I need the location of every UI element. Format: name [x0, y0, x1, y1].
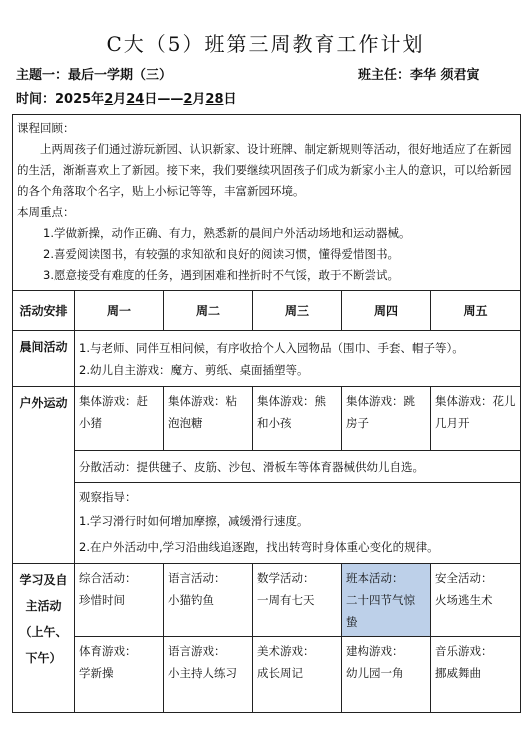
outdoor-distributed: 分散活动：提供毽子、皮筋、沙包、滑板车等体育器械供幼儿自选。 — [79, 459, 424, 474]
study-type: 班本活动： — [346, 571, 404, 585]
morning-cell — [75, 331, 521, 387]
study-name: 幼儿园一角 — [346, 666, 404, 680]
outdoor-game-cell — [164, 387, 253, 451]
outdoor-game-cell — [431, 387, 521, 451]
time-prefix: 时间：2025年 — [16, 92, 105, 107]
study-name: 挪威舞曲 — [435, 666, 481, 680]
header-day: 周五 — [431, 291, 521, 331]
study-type: 音乐游戏： — [435, 644, 493, 658]
study-cell — [342, 637, 431, 713]
morning-label: 晨间活动 — [13, 331, 75, 387]
guide-item: 1.学习滑行时如何增加摩擦，减缓滑行速度。 — [79, 514, 309, 528]
header-day: 周四 — [342, 291, 431, 331]
study-label-line: 下午） — [25, 651, 62, 665]
outdoor-games-row — [13, 387, 521, 451]
morning-line: 1.与老师、同伴互相问候，有序收拾个人入园物品（围巾、手套、帽子等）。 — [79, 340, 464, 355]
header-row — [13, 291, 521, 331]
time-to: 日—— — [144, 92, 184, 107]
header-label: 活动安排 — [13, 291, 75, 331]
study-label — [13, 564, 75, 713]
study-name: 一周有七天 — [257, 593, 315, 607]
review-heading: 课程回顾： — [17, 121, 75, 135]
study-name: 二十四节气惊蛰 — [346, 593, 415, 629]
study-type: 语言游戏： — [168, 644, 226, 658]
study-type: 数学活动： — [257, 571, 315, 585]
outdoor-label: 户外运动 — [13, 387, 75, 564]
focus-heading: 本周重点： — [17, 205, 75, 219]
theme-label: 主题一：最后一学期（三） — [16, 68, 173, 83]
study-type: 安全活动： — [435, 571, 493, 585]
study-name: 珍惜时间 — [79, 593, 125, 607]
outdoor-guide-cell — [75, 483, 521, 564]
study-label-line: （上午、 — [19, 625, 68, 639]
morning-row — [13, 331, 521, 387]
review-cell — [13, 115, 521, 291]
study-name: 小主持人练习 — [168, 666, 237, 680]
outdoor-game: 集体游戏：赶小猪 — [79, 394, 148, 430]
time-start-day: 24 — [126, 92, 145, 107]
study-cell — [253, 637, 342, 713]
plan-table — [12, 114, 521, 713]
outdoor-distributed-cell — [75, 451, 521, 483]
study-cell — [75, 637, 164, 713]
header-day: 周一 — [75, 291, 164, 331]
study-cell — [164, 564, 253, 637]
page-title: C大（5）班第三周教育工作计划 — [106, 32, 425, 56]
morning-line: 2.幼儿自主游戏：魔方、剪纸、桌面插塑等。 — [79, 362, 309, 377]
study-label-line: 学习及自 — [19, 573, 68, 587]
outdoor-game-cell — [75, 387, 164, 451]
time-month-char-2: 月 — [192, 92, 206, 107]
header-day: 周三 — [253, 291, 342, 331]
teachers-label: 班主任：李华 须君寅 — [358, 68, 480, 83]
study-cell — [431, 564, 521, 637]
guide-item: 2.在户外活动中,学习沿曲线追逐跑，找出转弯时身体重心变化的规律。 — [79, 540, 439, 554]
outdoor-game: 集体游戏：熊和小孩 — [257, 394, 326, 430]
study-type: 综合活动： — [79, 571, 137, 585]
study-name: 小猫钓鱼 — [168, 593, 214, 607]
study-type: 体育游戏： — [79, 644, 137, 658]
study-label-line: 主活动 — [25, 599, 62, 613]
outdoor-game: 集体游戏：粘泡泡糖 — [168, 394, 237, 430]
study-type: 美术游戏： — [257, 644, 315, 658]
review-row — [13, 115, 521, 291]
focus-item: 3.愿意接受有难度的任务，遇到困难和挫折时不气馁，敢于不断尝试。 — [43, 268, 399, 282]
review-text: 上两周孩子们通过游玩新园、认识新家、设计班牌、制定新规则等活动，很好地适应了在新园的生活，渐渐喜欢上了新园。接下来，我们要继续巩固孩子们成为新家小主人的意识，可以给新园的各个角落取个名字，贴上小标记等等，丰富新园环境。 — [17, 142, 512, 198]
study-cell — [164, 637, 253, 713]
focus-item: 1.学做新操，动作正确、有力，熟悉新的晨间户外活动场地和运动器械。 — [43, 226, 411, 240]
study-cell — [253, 564, 342, 637]
time-start-month: 2 — [104, 92, 114, 107]
study-cell-highlighted — [342, 564, 431, 637]
outdoor-distributed-row — [13, 451, 521, 483]
focus-item: 2.喜爱阅读图书，有较强的求知欲和良好的阅读习惯，懂得爱惜图书。 — [43, 247, 399, 261]
study-type: 建构游戏： — [346, 644, 404, 658]
outdoor-game-cell — [342, 387, 431, 451]
outdoor-guide-row — [13, 483, 521, 564]
time-month-char-1: 月 — [113, 92, 127, 107]
time-line — [16, 88, 237, 107]
guide-heading: 观察指导： — [79, 490, 137, 504]
time-end-day: 28 — [205, 92, 224, 107]
outdoor-game-cell — [253, 387, 342, 451]
header-day: 周二 — [164, 291, 253, 331]
time-day-char: 日 — [223, 92, 237, 107]
study-cell — [431, 637, 521, 713]
study-name: 火场逃生术 — [435, 593, 493, 607]
study-name: 学新操 — [79, 666, 114, 680]
outdoor-game: 集体游戏：跳房子 — [346, 394, 415, 430]
time-end-month: 2 — [183, 92, 193, 107]
study-row-2 — [13, 637, 521, 713]
study-cell — [75, 564, 164, 637]
outdoor-game: 集体游戏：花儿几月开 — [435, 394, 516, 430]
study-type: 语言活动： — [168, 571, 226, 585]
study-name: 成长周记 — [257, 666, 303, 680]
study-row-1 — [13, 564, 521, 637]
